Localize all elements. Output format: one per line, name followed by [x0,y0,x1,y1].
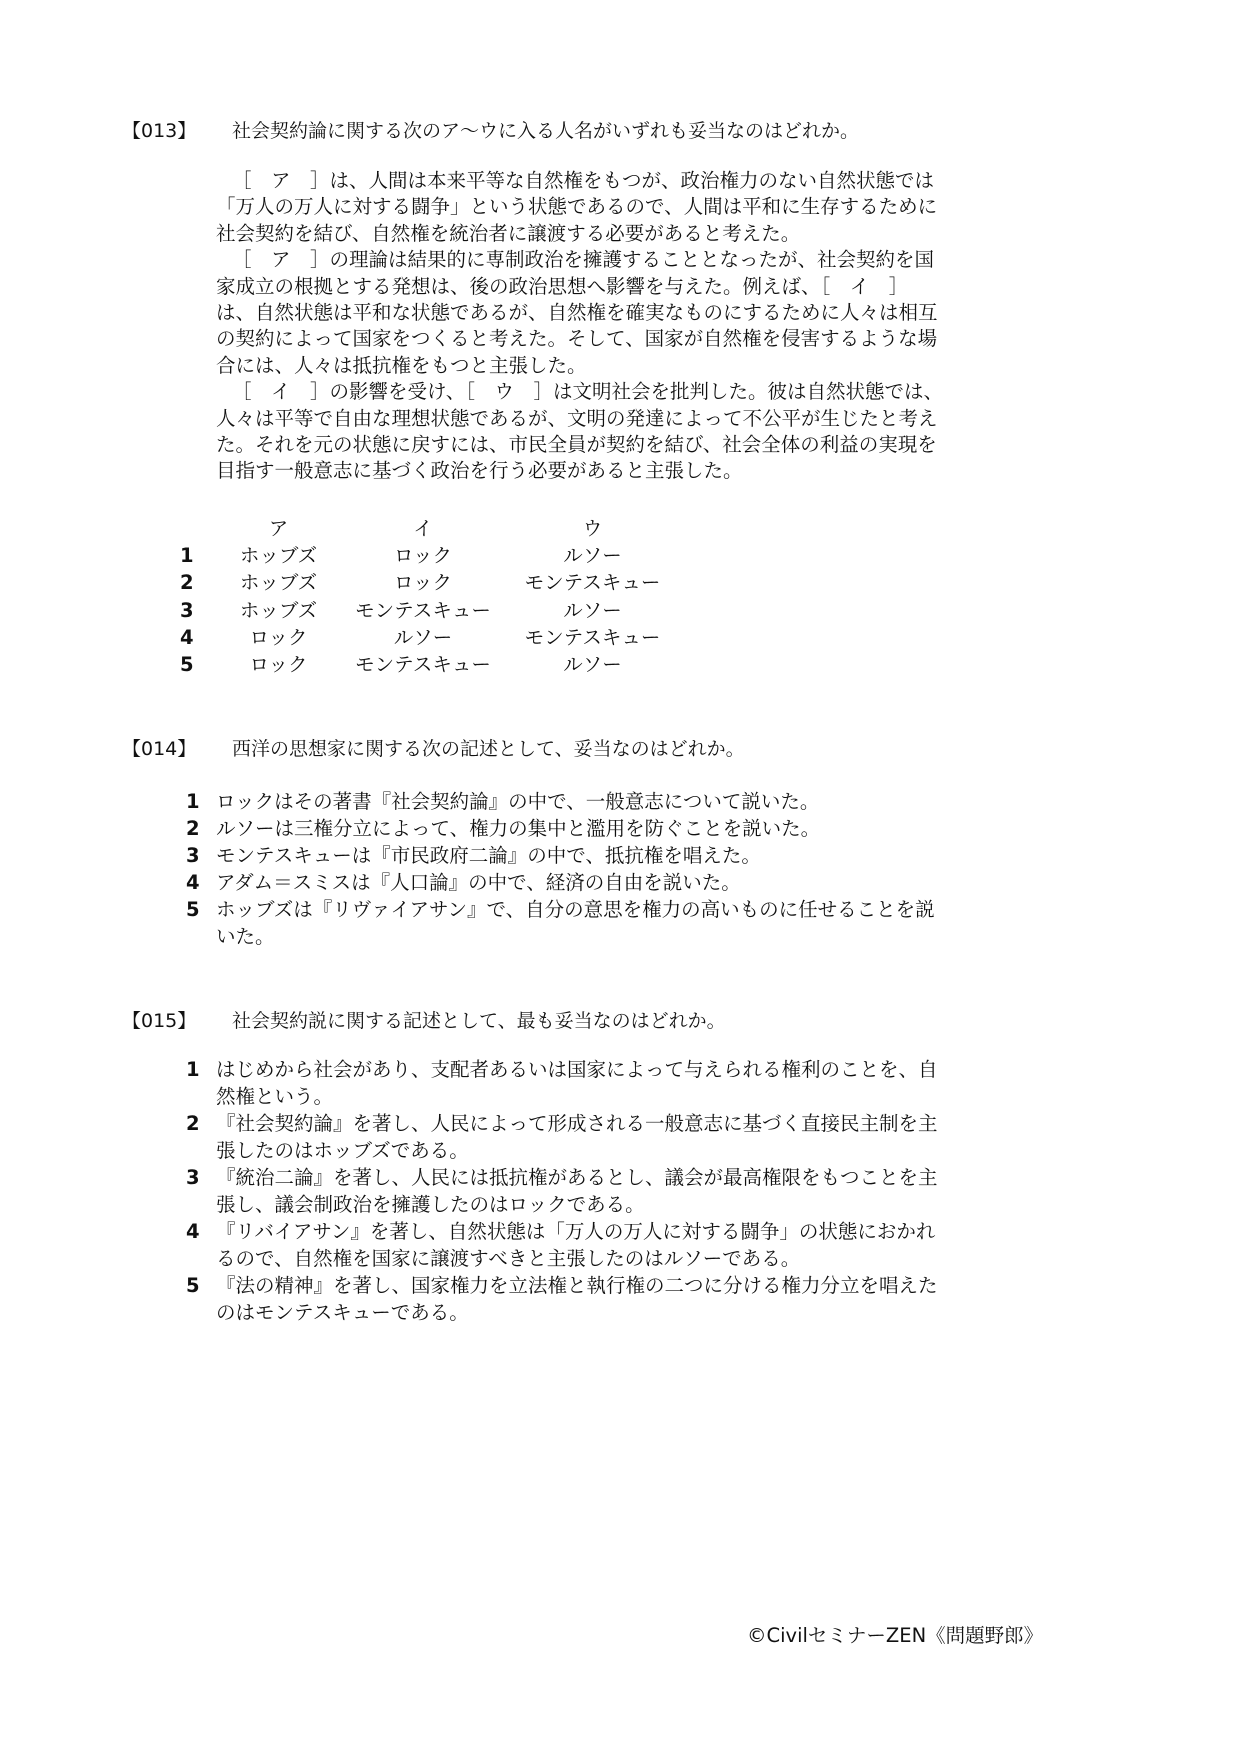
option-text: 『リバイアサン』を著し、自然状態は「万人の万人に対する闘争」の状態におかれるので、自然権を国家に譲渡すべきと主張したのはルソーである。 [216,1220,936,1270]
option-item[interactable] [186,869,946,896]
choice-number: 5 [180,652,194,676]
question-number: 【014】 [122,738,197,760]
column-a-header: ア [268,517,289,540]
option-number: 1 [186,790,200,813]
option-number: 1 [186,1058,200,1081]
choice-cell-b: ルソー [393,625,453,649]
option-item[interactable] [186,842,946,869]
choice-row[interactable] [180,542,670,569]
choice-number: 4 [180,625,194,649]
option-text: はじめから社会があり、支配者あるいは国家によって与えられる権利のことを、自然権という。 [216,1058,938,1108]
choice-cell-c: ルソー [563,598,622,622]
option-item[interactable] [186,815,946,842]
option-item[interactable] [186,1164,946,1218]
option-text: ホッブズは『リヴァイアサン』で、自分の意思を権力の高いものに任せることを説いた。 [216,898,935,948]
column-c-header: ウ [582,517,603,540]
option-number: 3 [186,844,200,867]
question-text: 西洋の思想家に関する次の記述として、妥当なのはどれか。 [232,738,745,760]
choice-table-header [180,515,670,542]
option-number: 2 [186,817,200,840]
option-number: 5 [186,1274,200,1297]
passage-paragraph: ［ イ ］の影響を受け、［ ウ ］は文明社会を批判した。彼は自然状態では、人々は平等で自由な理想状態であるが、文明の発達によって不公平が生じたと考えた。それを元の状態に戻すには、市民全員が契約を結び、社会全体の利益の実現を目指す一般意志に基づく政治を行う必要があると主張した。 [216,380,943,483]
passage-paragraph: ［ ア ］は、人間は本来平等な自然権をもつが、政治権力のない自然状態では「万人の万人に対する闘争」という状態であるので、人間は平和に生存するために社会契約を結び、自然権を統治者に譲渡する必要があると考えた。 [216,169,938,245]
choice-row[interactable] [180,624,670,651]
question-number: 【013】 [122,120,197,142]
choice-cell-b: ロック [393,544,453,568]
passage-013 [216,168,946,485]
option-item[interactable] [186,1110,946,1164]
option-text: ルソーは三権分立によって、権力の集中と濫用を防ぐことを説いた。 [216,817,821,840]
choice-cell-c: モンテスキュー [524,571,661,595]
column-b-header: イ [413,517,433,540]
option-text: モンテスキューは『市民政府二論』の中で、抵抗権を唱えた。 [216,844,761,867]
choice-row[interactable] [180,569,670,596]
option-text: ロックはその著書『社会契約論』の中で、一般意志について説いた。 [216,790,820,813]
options-014 [186,788,946,950]
question-number: 【015】 [122,1010,197,1032]
choice-row[interactable] [180,597,670,624]
option-text: 『統治二論』を著し、人民には抵抗権があるとし、議会が最高権限をもつことを主張し、議会制政治を擁護したのはロックである。 [216,1166,938,1216]
choice-cell-c: モンテスキュー [524,625,661,649]
option-number: 4 [186,1220,200,1243]
question-015-header [122,1006,726,1033]
question-014-header [122,734,745,761]
options-015 [186,1056,946,1326]
choice-cell-a: ロック [249,625,308,649]
question-text: 社会契約論に関する次のア〜ウに入る人名がいずれも妥当なのはどれか。 [232,120,860,142]
copyright-footer: ©CivilセミナーZEN《問題野郎》 [747,1624,1044,1647]
choice-cell-a: ホッブズ [239,571,318,595]
choice-cell-a: ホッブズ [239,544,318,568]
choice-cell-b: モンテスキュー [355,652,491,676]
option-item[interactable] [186,788,946,815]
question-text: 社会契約説に関する記述として、最も妥当なのはどれか。 [232,1010,726,1032]
option-number: 3 [186,1166,200,1189]
choice-number: 2 [180,571,194,595]
passage-paragraph: ［ ア ］の理論は結果的に専制政治を擁護することとなったが、社会契約を国家成立の根拠とする発想は、後の政治思想へ影響を与えた。例えば、［ イ ］は、自然状態は平和な状態であるが、自然権を確実なものにするために人々は相互の契約によって国家をつくると考えた。そして、国家が自然権を侵害するような場合には、人々は抵抗権をもつと主張した。 [216,248,938,377]
question-013-header [122,116,859,143]
option-item[interactable] [186,1056,946,1110]
choice-cell-b: ロック [393,571,453,595]
option-item[interactable] [186,1218,946,1272]
choice-cell-c: ルソー [563,652,622,676]
choice-cell-a: ホッブズ [239,598,318,622]
option-item[interactable] [186,896,946,950]
option-number: 5 [186,898,200,921]
option-number: 2 [186,1112,200,1135]
choice-cell-c: ルソー [563,544,622,568]
choice-number: 3 [180,598,194,622]
choice-cell-b: モンテスキュー [355,598,491,622]
choice-cell-a: ロック [249,652,308,676]
option-text: 『法の精神』を著し、国家権力を立法権と執行権の二つに分ける権力分立を唱えたのはモンテスキューである。 [216,1274,938,1324]
option-item[interactable] [186,1272,946,1326]
option-text: アダム＝スミスは『人口論』の中で、経済の自由を説いた。 [216,871,741,894]
choice-row[interactable] [180,651,670,678]
option-number: 4 [186,871,200,894]
choice-number: 1 [180,544,194,568]
choice-table-013 [180,515,670,678]
option-text: 『社会契約論』を著し、人民によって形成される一般意志に基づく直接民主制を主張したのはホッブズである。 [216,1112,938,1162]
